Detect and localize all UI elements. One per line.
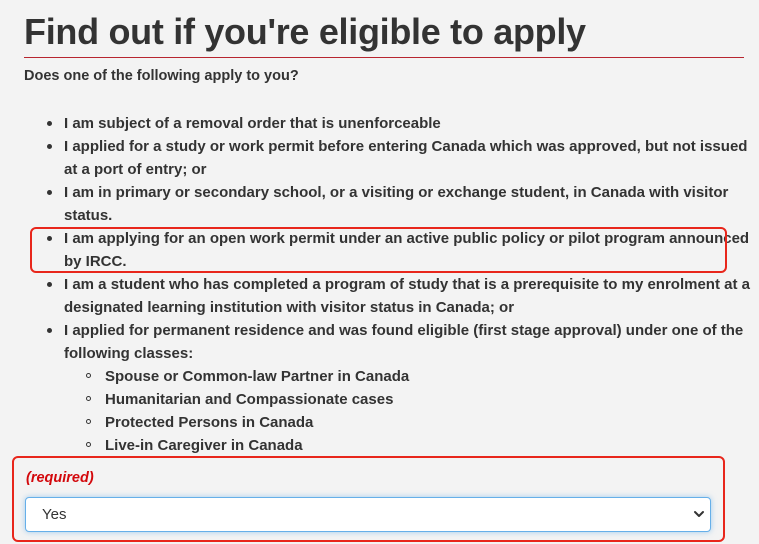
class-item: Live-in Caregiver in Canada [64, 434, 750, 457]
list-item-text: I applied for a study or work permit before entering Canada which was approved, but not issued at a port of entry; or [64, 138, 748, 178]
list-item-text: I applied for permanent residence and was found eligible (first stage approval) under one of the following classes: [64, 322, 744, 362]
chevron-down-icon [692, 507, 706, 521]
eligible-classes-list [64, 365, 750, 457]
eligibility-question: Does one of the following apply to you? [24, 68, 299, 84]
list-item [40, 227, 750, 273]
eligibility-select[interactable] [25, 497, 711, 532]
class-item: Protected Persons in Canada [64, 411, 750, 434]
page-title: Find out if you're eligible to apply [24, 11, 586, 52]
list-item [40, 181, 750, 227]
select-value: Yes [42, 506, 67, 523]
list-item [40, 273, 750, 319]
class-item: Humanitarian and Compassionate cases [64, 388, 750, 411]
title-divider [24, 57, 744, 58]
class-item: Spouse or Common-law Partner in Canada [64, 365, 750, 388]
list-item-text: I am subject of a removal order that is unenforceable [64, 115, 441, 132]
eligibility-options-list [40, 112, 750, 457]
list-item [40, 135, 750, 181]
required-label: (required) [26, 470, 94, 486]
list-item-text: I am in primary or secondary school, or a visiting or exchange student, in Canada with visitor status. [64, 184, 729, 224]
list-item [40, 319, 750, 457]
list-item [40, 112, 750, 135]
list-item-text: I am applying for an open work permit under an active public policy or pilot program announced by IRCC. [64, 230, 750, 270]
list-item-text: I am a student who has completed a program of study that is a prerequisite to my enrolment at a designated learning institution with visitor status in Canada; or [64, 276, 750, 316]
